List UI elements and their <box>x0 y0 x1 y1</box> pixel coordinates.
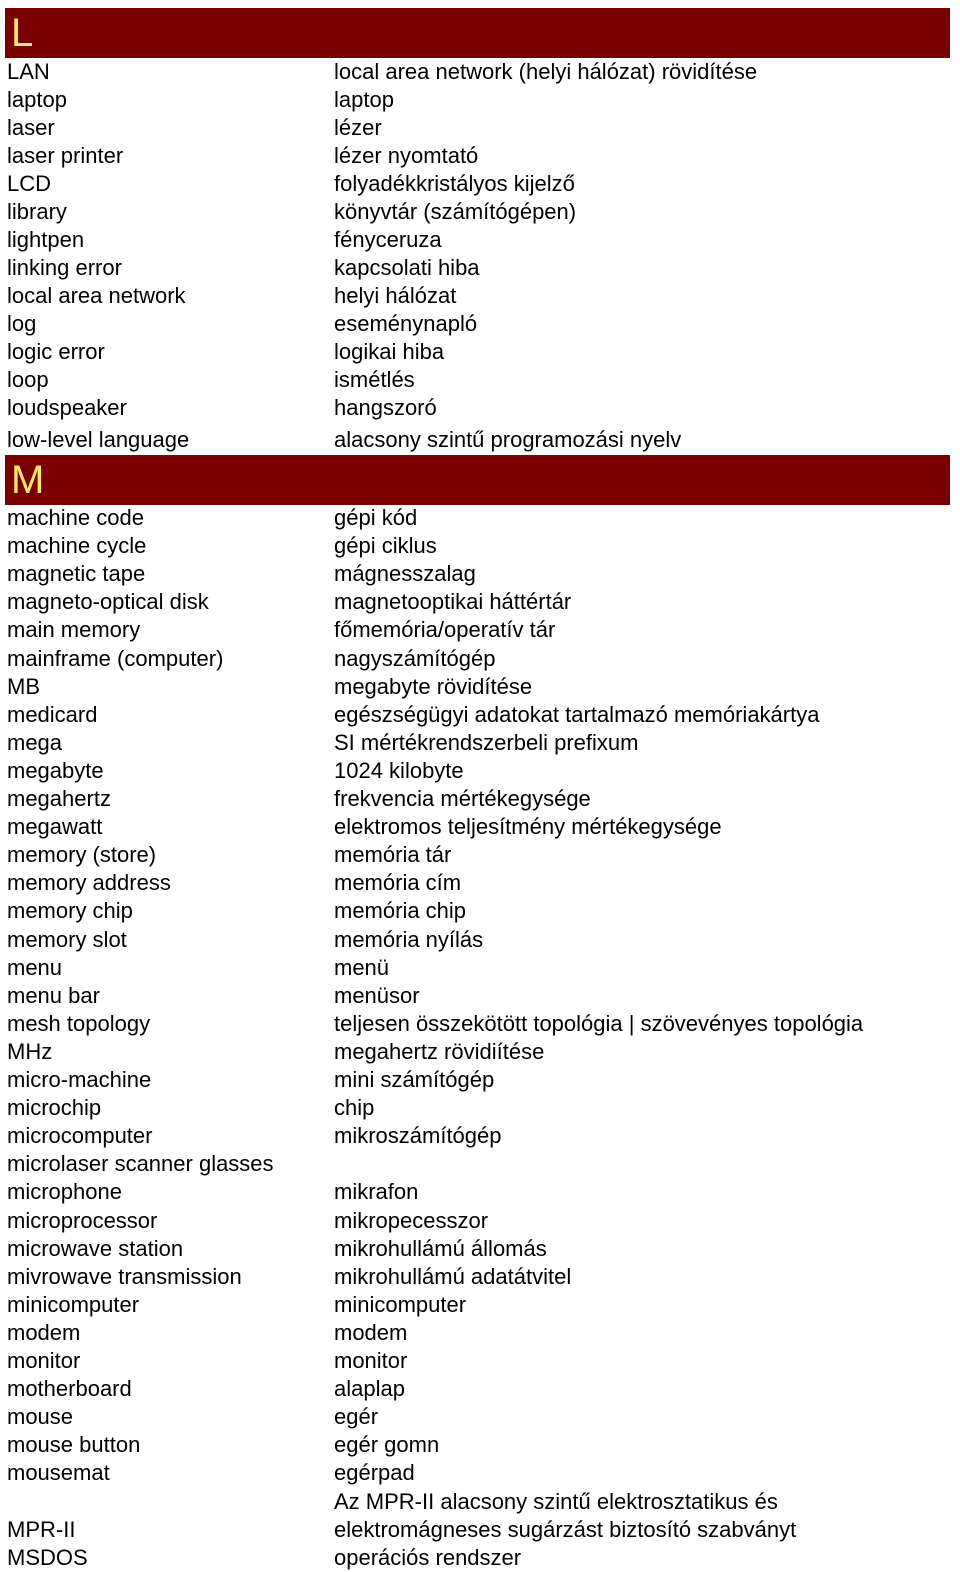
term-hungarian: chip <box>334 1095 375 1121</box>
term-english: loop <box>7 367 49 392</box>
term-hungarian: elektromos teljesítmény mértékegysége <box>334 814 722 840</box>
term-hungarian: egér gomn <box>334 1432 440 1458</box>
term-hungarian: hangszoró <box>334 395 437 420</box>
term-hungarian: Az MPR-II alacsony szintű elektrosztatikus és <box>334 1488 778 1514</box>
term-hungarian: mikroszámítógép <box>334 1123 502 1149</box>
term-english: mainframe (computer) <box>7 645 224 671</box>
term-hungarian: magnetooptikai háttértár <box>334 589 572 615</box>
term-english: local area network <box>7 283 186 308</box>
term-hungarian: 1024 kilobyte <box>334 757 464 783</box>
term-english: machine cycle <box>7 533 147 559</box>
term-hungarian: egér <box>334 1404 379 1430</box>
term-english: mouse button <box>7 1432 141 1458</box>
section-letter: L <box>11 11 34 55</box>
term-english: magneto-optical disk <box>7 589 209 615</box>
term-english: log <box>7 311 37 336</box>
term-hungarian: frekvencia mértékegysége <box>334 786 591 811</box>
term-hungarian: mini számítógép <box>334 1067 495 1092</box>
term-english: microprocessor <box>7 1207 158 1233</box>
term-hungarian: könyvtár (számítógépen) <box>334 199 577 224</box>
term-hungarian: megahertz rövidiítése <box>334 1038 545 1064</box>
term-english: megabyte <box>7 757 104 783</box>
term-english: megawatt <box>7 814 103 840</box>
term-hungarian: mikrafon <box>334 1179 419 1205</box>
term-hungarian: logikai hiba <box>334 339 445 364</box>
term-english: LAN <box>7 59 50 84</box>
term-english: mousemat <box>7 1460 110 1486</box>
section-letter: M <box>11 458 45 502</box>
term-hungarian: mikrohullámú adatátvitel <box>334 1263 572 1289</box>
term-english: microcomputer <box>7 1123 153 1149</box>
term-english: logic error <box>7 339 105 364</box>
term-hungarian: memória tár <box>334 842 452 868</box>
term-english: linking error <box>7 255 122 280</box>
term-hungarian: gépi kód <box>334 505 418 530</box>
term-english: mega <box>7 729 63 755</box>
term-hungarian: operációs rendszer <box>334 1544 522 1570</box>
term-english: memory (store) <box>7 842 157 868</box>
term-english: medicard <box>7 701 98 727</box>
term-english: menu bar <box>7 982 100 1008</box>
term-english: microphone <box>7 1179 122 1205</box>
term-english: micro-machine <box>7 1067 152 1092</box>
term-english: mesh topology <box>7 1010 151 1036</box>
term-english: laptop <box>7 87 67 112</box>
term-hungarian: elektromágneses sugárzást biztosító szabványt <box>334 1516 797 1542</box>
term-english: loudspeaker <box>7 395 127 420</box>
term-hungarian: alacsony szintű programozási nyelv <box>334 427 682 452</box>
term-hungarian: ismétlés <box>334 367 415 392</box>
term-hungarian: monitor <box>334 1348 408 1373</box>
term-english: monitor <box>7 1348 81 1373</box>
term-hungarian: local area network (helyi hálózat) rövidítése <box>334 59 758 84</box>
term-english: microlaser scanner glasses <box>7 1151 274 1177</box>
term-hungarian: memória nyílás <box>334 926 484 952</box>
term-hungarian: laptop <box>334 87 394 112</box>
term-english: mivrowave transmission <box>7 1263 242 1289</box>
term-english: mouse <box>7 1404 74 1430</box>
term-hungarian: teljesen összekötött topológia | szövevényes topológia <box>334 1010 864 1036</box>
term-hungarian: főmemória/operatív tár <box>334 617 556 643</box>
term-hungarian: egészségügyi adatokat tartalmazó memóriakártya <box>334 701 820 727</box>
term-english: laser <box>7 115 55 140</box>
term-english: minicomputer <box>7 1291 140 1317</box>
term-english: MSDOS <box>7 1544 88 1570</box>
term-hungarian: menüsor <box>334 982 420 1008</box>
term-english: MPR-II <box>7 1516 76 1542</box>
term-english: microchip <box>7 1095 102 1121</box>
term-english: lightpen <box>7 227 85 252</box>
term-english: magnetic tape <box>7 561 146 587</box>
term-hungarian: menü <box>334 954 390 980</box>
term-hungarian: SI mértékrendszerbeli prefixum <box>334 729 639 755</box>
term-hungarian: eseménynapló <box>334 311 478 336</box>
term-english: machine code <box>7 505 144 530</box>
term-hungarian: minicomputer <box>334 1291 467 1317</box>
term-hungarian: kapcsolati hiba <box>334 255 480 280</box>
term-english: memory chip <box>7 898 133 924</box>
term-hungarian: mágnesszalag <box>334 561 476 587</box>
term-hungarian: memória chip <box>334 898 467 924</box>
term-hungarian: modem <box>334 1319 408 1345</box>
term-hungarian: memória cím <box>334 870 462 896</box>
term-english: MB <box>7 673 40 699</box>
term-english: modem <box>7 1319 81 1345</box>
term-hungarian: megabyte rövidítése <box>334 673 533 699</box>
term-hungarian: mikrohullámú állomás <box>334 1235 547 1261</box>
term-english: memory slot <box>7 926 127 952</box>
term-english: megahertz <box>7 786 111 811</box>
term-english: memory address <box>7 870 171 896</box>
term-english: menu <box>7 954 63 980</box>
term-english: microwave station <box>7 1235 184 1261</box>
term-english: motherboard <box>7 1376 132 1402</box>
term-hungarian: alaplap <box>334 1376 405 1402</box>
term-english: MHz <box>7 1038 53 1064</box>
term-english: low-level language <box>7 427 190 452</box>
term-hungarian: lézer nyomtató <box>334 143 479 168</box>
term-hungarian: fényceruza <box>334 227 442 252</box>
term-english: LCD <box>7 171 52 196</box>
term-hungarian: egérpad <box>334 1460 415 1486</box>
term-hungarian: folyadékkristályos kijelző <box>334 171 575 196</box>
term-english: main memory <box>7 617 141 643</box>
term-hungarian: mikropecesszor <box>334 1207 489 1233</box>
section-header-m <box>5 455 950 505</box>
term-english: laser printer <box>7 143 124 168</box>
term-hungarian: lézer <box>334 115 382 140</box>
section-header-l <box>5 8 950 58</box>
term-english: library <box>7 199 67 224</box>
term-hungarian: gépi ciklus <box>334 533 437 559</box>
term-hungarian: nagyszámítógép <box>334 645 496 671</box>
term-hungarian: helyi hálózat <box>334 283 457 308</box>
